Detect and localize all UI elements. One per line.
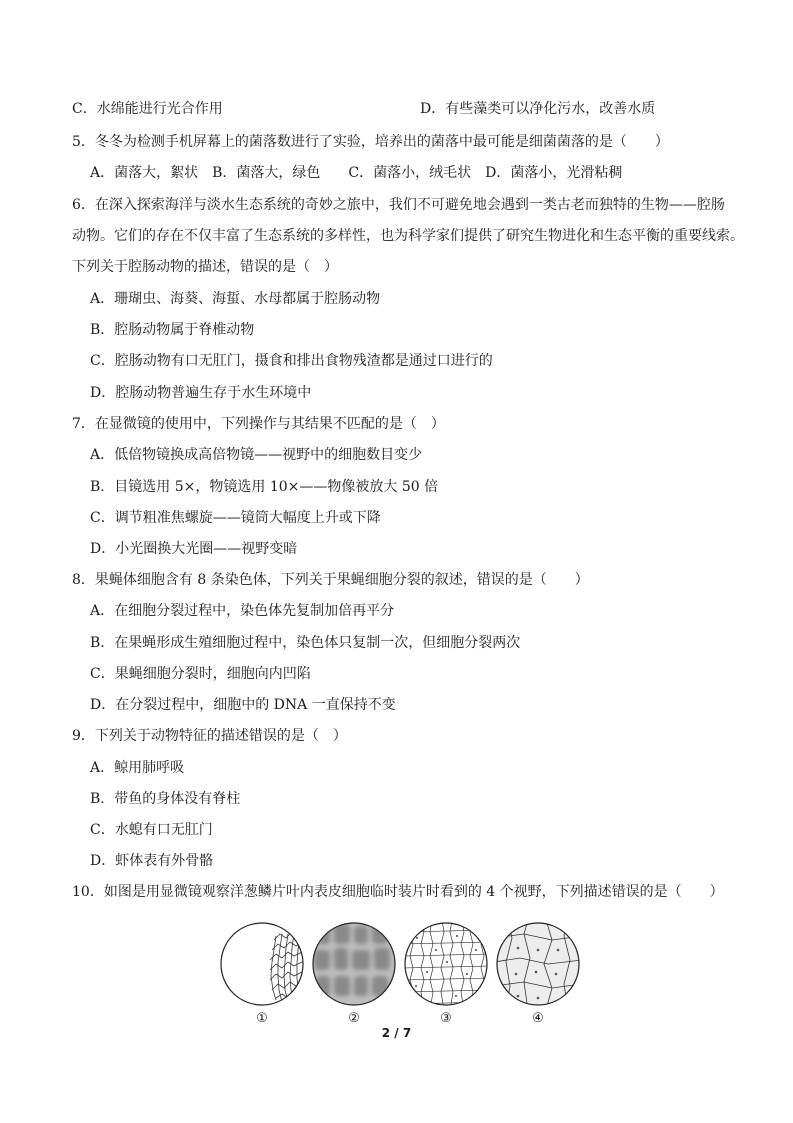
question-9-option-c: C．水螅有口无肛门 (90, 822, 213, 838)
question-8: 8．果蝇体细胞含有 8 条染色体，下列关于果蝇细胞分裂的叙述，错误的是（ ） (72, 572, 589, 588)
question-7-option-c: C．调节粗准焦螺旋——镜筒大幅度上升或下降 (90, 510, 381, 526)
question-6-option-b: B．腔肠动物属于脊椎动物 (90, 322, 255, 338)
question-9: 9．下列关于动物特征的描述错误的是（ ） (72, 728, 347, 744)
view-4-drawing (494, 920, 582, 1010)
view-1-drawing (218, 920, 306, 1010)
question-9-option-d: D．虾体表有外骨骼 (90, 853, 214, 869)
question-7: 7．在显微镜的使用中，下列操作与其结果不匹配的是（ ） (72, 416, 445, 432)
question-5-options: A．菌落大，絮状 B．菌落大，绿色 C．菌落小，绒毛状 D．菌落小，光滑粘稠 (90, 165, 623, 181)
question-7-option-a: A．低倍物镜换成高倍物镜——视野中的细胞数目变少 (90, 447, 423, 463)
question-6-option-a: A．珊瑚虫、海葵、海蜇、水母都属于腔肠动物 (90, 291, 381, 307)
question-8-option-d: D．在分裂过程中，细胞中的 DNA 一直保持不变 (90, 697, 396, 713)
question-6-line-2: 动物。它们的存在不仅丰富了生态系统的多样性，也为科学家们提供了研究生物进化和生态平衡的重要线索。 (72, 228, 744, 244)
question-8-option-a: A．在细胞分裂过程中，染色体先复制加倍再平分 (90, 603, 395, 619)
question-6-option-c: C．腔肠动物有口无肛门，摄食和排出食物残渣都是通过口进行的 (90, 353, 493, 369)
q4-option-d: D．有些藻类可以净化污水，改善水质 (420, 101, 656, 117)
view-1 (218, 920, 306, 1030)
question-6-line-1: 6．在深入探索海洋与淡水生态系统的奇妙之旅中，我们不可避免地会遇到一类古老而独特的生物——腔肠 (72, 197, 725, 213)
q4-option-c-row (72, 100, 656, 118)
view-2-label: ② (348, 1011, 360, 1026)
question-9-option-a: A．鲸用肺呼吸 (90, 760, 185, 776)
view-2-drawing (310, 920, 398, 1010)
view-2 (310, 920, 398, 1030)
view-1-label: ① (256, 1011, 268, 1026)
view-3-label: ③ (440, 1011, 452, 1026)
question-6-line-3: 下列关于腔肠动物的描述，错误的是（ ） (72, 259, 338, 275)
view-4-label: ④ (532, 1011, 544, 1026)
question-5: 5．冬冬为检测手机屏幕上的菌落数进行了实验，培养出的菌落中最可能是细菌菌落的是（ ） (72, 134, 669, 150)
question-8-option-c: C．果蝇细胞分裂时，细胞向内凹陷 (90, 666, 311, 682)
view-3 (402, 920, 490, 1030)
question-8-option-b: B．在果蝇形成生殖细胞过程中，染色体只复制一次，但细胞分裂两次 (90, 635, 521, 651)
question-7-option-b: B．目镜选用 5×，物镜选用 10×——物像被放大 50 倍 (90, 479, 439, 495)
view-4 (494, 920, 582, 1030)
page-number: 2 / 7 (381, 1026, 412, 1040)
microscope-views-figure (218, 920, 580, 1030)
question-7-option-d: D．小光圈换大光圈——视野变暗 (90, 541, 298, 557)
question-6-option-d: D．腔肠动物普遍生存于水生环境中 (90, 385, 312, 401)
question-9-option-b: B．带鱼的身体没有脊柱 (90, 791, 241, 807)
q4-option-c: C．水绵能进行光合作用 (72, 101, 223, 117)
question-10: 10．如图是用显微镜观察洋葱鳞片叶内表皮细胞临时装片时看到的 4 个视野，下列描述错误的是（ ） (72, 884, 724, 900)
view-3-drawing (402, 920, 490, 1010)
